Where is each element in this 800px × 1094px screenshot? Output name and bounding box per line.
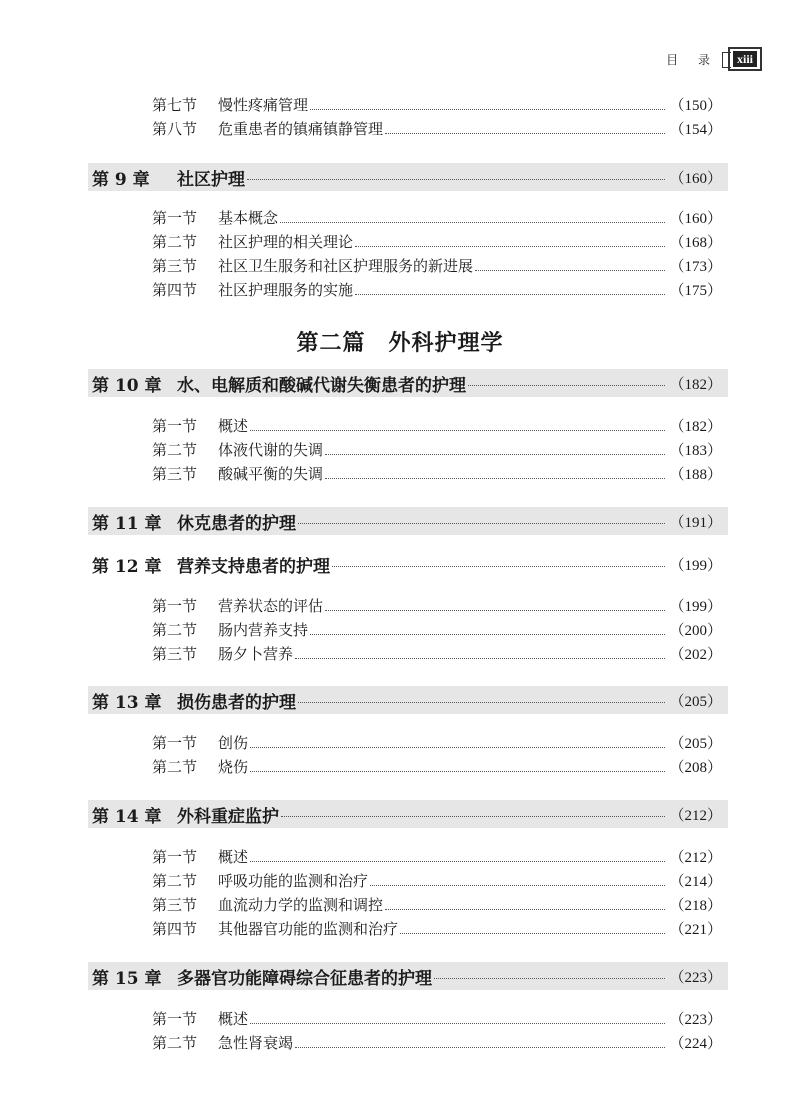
toc-chapter-row xyxy=(88,686,728,714)
section-number: 第二节 xyxy=(152,621,198,639)
page-reference: （199） xyxy=(669,599,722,615)
section-title: 酸碱平衡的失调 xyxy=(218,465,324,483)
dot-leader xyxy=(325,610,665,611)
section-title: 其他器官功能的监测和治疗 xyxy=(218,920,399,938)
chapter-number: 第 15 章 xyxy=(92,968,162,989)
section-number: 第一节 xyxy=(152,734,198,752)
dot-leader xyxy=(250,861,665,862)
chapter-title: 多器官功能障碍综合征患者的护理 xyxy=(177,968,432,989)
section-title: 概述 xyxy=(218,417,249,435)
dot-leader xyxy=(385,133,665,134)
toc-section-row xyxy=(152,230,722,252)
section-number: 第一节 xyxy=(152,1010,198,1028)
section-number: 第三节 xyxy=(152,896,198,914)
dot-leader xyxy=(280,222,665,223)
chapter-title: 营养支持患者的护理 xyxy=(177,556,330,577)
page-reference: （224） xyxy=(669,1036,722,1052)
section-number: 第一节 xyxy=(152,848,198,866)
page-number: xiii xyxy=(733,51,757,67)
page-reference: （221） xyxy=(669,922,722,938)
page-reference: （168） xyxy=(669,235,722,251)
chapter-number: 第 9 章 xyxy=(92,169,150,190)
page-reference: （150） xyxy=(669,98,722,114)
dot-leader xyxy=(434,978,665,979)
page-reference: （218） xyxy=(669,898,722,914)
toc-section-row xyxy=(152,1007,722,1029)
toc-section-row xyxy=(152,642,722,664)
dot-leader xyxy=(295,1047,665,1048)
dot-leader xyxy=(325,478,665,479)
section-title: 概述 xyxy=(218,1010,249,1028)
toc-section-row xyxy=(152,206,722,228)
page-reference: （160） xyxy=(669,170,722,187)
dot-leader xyxy=(310,634,665,635)
chapter-title: 外科重症监护 xyxy=(177,806,279,827)
toc-section-row xyxy=(152,254,722,276)
toc-section-row xyxy=(152,893,722,915)
chapter-number: 第 14 章 xyxy=(92,806,162,827)
section-number: 第二节 xyxy=(152,233,198,251)
section-title: 慢性疼痛管理 xyxy=(218,96,309,114)
chapter-title: 水、电解质和酸碱代谢失衡患者的护理 xyxy=(177,375,466,396)
dot-leader xyxy=(385,909,665,910)
section-number: 第二节 xyxy=(152,872,198,890)
section-title: 概述 xyxy=(218,848,249,866)
section-number: 第一节 xyxy=(152,417,198,435)
section-title: 社区护理服务的实施 xyxy=(218,281,354,299)
chapter-title: 社区护理 xyxy=(177,169,245,190)
toc-chapter-row xyxy=(88,369,728,397)
chapter-number: 第 12 章 xyxy=(92,556,162,577)
chapter-number: 第 11 章 xyxy=(92,513,162,534)
header-title: 目 录 xyxy=(666,52,718,67)
section-number: 第二节 xyxy=(152,441,198,459)
dot-leader xyxy=(468,385,665,386)
chapter-number: 第 10 章 xyxy=(92,375,162,396)
dot-leader xyxy=(295,658,665,659)
part-title: 第二篇 外科护理学 xyxy=(296,330,504,356)
running-header xyxy=(666,46,762,72)
dot-leader xyxy=(332,566,665,567)
section-number: 第四节 xyxy=(152,281,198,299)
section-title: 肠夕卜营养 xyxy=(218,645,294,663)
section-title: 危重患者的镇痛镇静管理 xyxy=(218,120,384,138)
page-reference: （223） xyxy=(669,969,722,986)
dot-leader xyxy=(281,816,665,817)
toc-section-row xyxy=(152,1031,722,1053)
dot-leader xyxy=(310,109,665,110)
section-number: 第三节 xyxy=(152,465,198,483)
dot-leader xyxy=(355,294,665,295)
toc-section-row xyxy=(152,414,722,436)
section-number: 第八节 xyxy=(152,120,198,138)
dot-leader xyxy=(355,246,665,247)
toc-section-row xyxy=(152,731,722,753)
page-reference: （212） xyxy=(669,850,722,866)
dot-leader xyxy=(250,747,665,748)
page-reference: （160） xyxy=(669,211,722,227)
chapter-number: 第 13 章 xyxy=(92,692,162,713)
page-reference: （223） xyxy=(669,1012,722,1028)
page-number-box xyxy=(728,47,762,71)
page-reference: （175） xyxy=(669,283,722,299)
section-title: 社区护理的相关理论 xyxy=(218,233,354,251)
section-title: 急性肾衰竭 xyxy=(218,1034,294,1052)
page-reference: （173） xyxy=(669,259,722,275)
section-number: 第一节 xyxy=(152,597,198,615)
page-reference: （199） xyxy=(669,557,722,574)
section-title: 烧伤 xyxy=(218,758,249,776)
chapter-title: 休克患者的护理 xyxy=(177,513,296,534)
toc-chapter-row xyxy=(88,800,728,828)
dot-leader xyxy=(247,179,665,180)
dot-leader xyxy=(370,885,665,886)
page-reference: （202） xyxy=(669,647,722,663)
section-title: 体液代谢的失调 xyxy=(218,441,324,459)
toc-chapter-row xyxy=(88,550,728,578)
section-title: 创伤 xyxy=(218,734,249,752)
dot-leader xyxy=(475,270,665,271)
section-title: 营养状态的评估 xyxy=(218,597,324,615)
toc-chapter-row xyxy=(88,163,728,191)
dot-leader xyxy=(250,430,665,431)
toc-section-row xyxy=(152,594,722,616)
page-reference: （208） xyxy=(669,760,722,776)
toc-section-row xyxy=(152,845,722,867)
toc-section-row xyxy=(152,869,722,891)
section-title: 基本概念 xyxy=(218,209,279,227)
chapter-title: 损伤患者的护理 xyxy=(177,692,296,713)
toc-chapter-row xyxy=(88,507,728,535)
page-reference: （188） xyxy=(669,467,722,483)
dot-leader xyxy=(298,702,665,703)
page-reference: （200） xyxy=(669,623,722,639)
toc-section-row xyxy=(152,462,722,484)
dot-leader xyxy=(298,523,665,524)
dot-leader xyxy=(250,771,665,772)
toc-section-row xyxy=(152,618,722,640)
section-number: 第二节 xyxy=(152,1034,198,1052)
dot-leader xyxy=(325,454,665,455)
page-reference: （214） xyxy=(669,874,722,890)
section-number: 第二节 xyxy=(152,758,198,776)
section-title: 呼吸功能的监测和治疗 xyxy=(218,872,369,890)
page-reference: （205） xyxy=(669,693,722,710)
toc-section-row xyxy=(152,117,722,139)
section-title: 社区卫生服务和社区护理服务的新进展 xyxy=(218,257,474,275)
dot-leader xyxy=(250,1023,665,1024)
toc-section-row xyxy=(152,755,722,777)
section-number: 第一节 xyxy=(152,209,198,227)
page-reference: （154） xyxy=(669,122,722,138)
toc-chapter-row xyxy=(88,962,728,990)
section-number: 第四节 xyxy=(152,920,198,938)
page-reference: （212） xyxy=(669,807,722,824)
section-number: 第三节 xyxy=(152,257,198,275)
toc-section-row xyxy=(152,93,722,115)
page-reference: （205） xyxy=(669,736,722,752)
section-title: 血流动力学的监测和调控 xyxy=(218,896,384,914)
section-number: 第七节 xyxy=(152,96,198,114)
toc-section-row xyxy=(152,438,722,460)
page-reference: （182） xyxy=(669,419,722,435)
section-title: 肠内营养支持 xyxy=(218,621,309,639)
page-reference: （182） xyxy=(669,376,722,393)
page-reference: （183） xyxy=(669,443,722,459)
toc-section-row xyxy=(152,917,722,939)
toc-section-row xyxy=(152,278,722,300)
section-number: 第三节 xyxy=(152,645,198,663)
page-reference: （191） xyxy=(669,514,722,531)
dot-leader xyxy=(400,933,665,934)
